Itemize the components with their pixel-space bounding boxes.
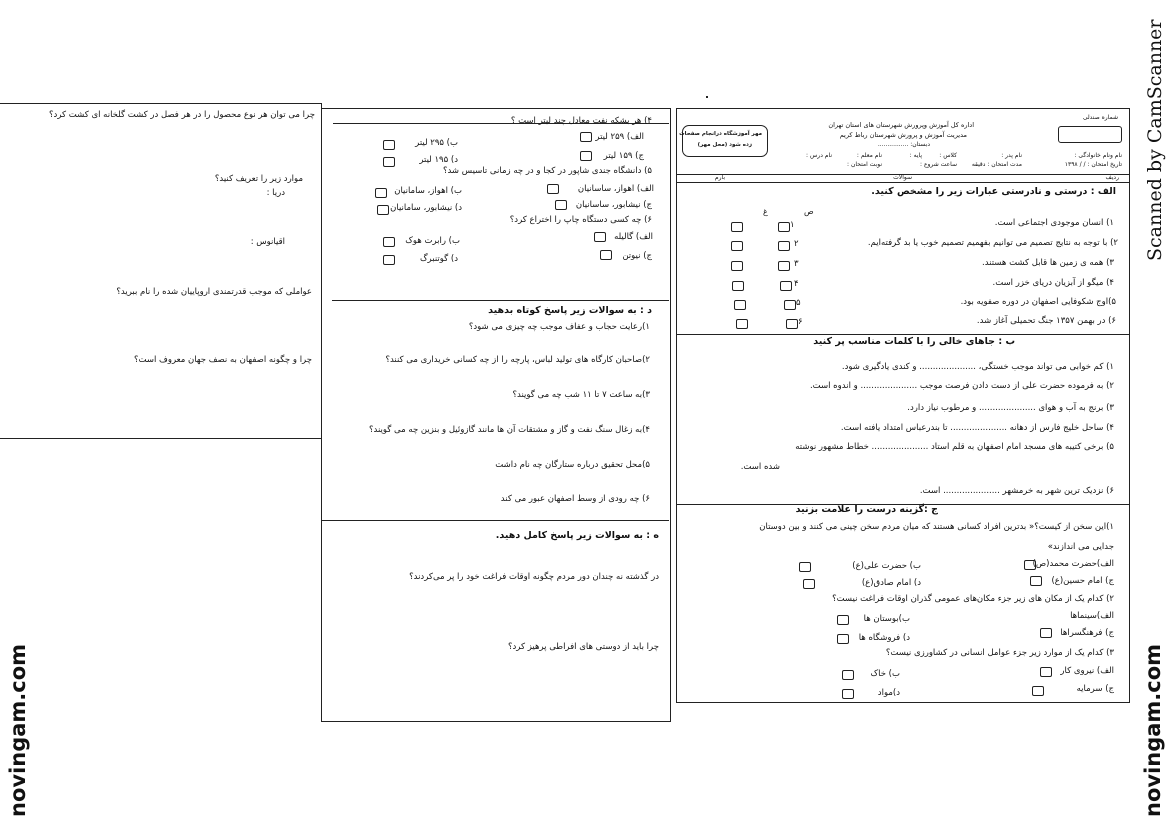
c1-text: ۱)این سخن از کیست؟« بدترین افراد کسانی هستند که میان مردم سخن چینی می کنند و بین دوستان: [759, 522, 1114, 532]
info-start: ساعت شروع :: [920, 161, 957, 168]
c2-opt-d: د) فروشگاه ها: [858, 633, 910, 643]
q6-opt-c: ج) نیوتن: [622, 251, 652, 261]
tf-num-1: ۱: [790, 220, 795, 230]
c3-opt-d: د)مواد: [877, 688, 900, 698]
q5-text: ۵) دانشگاه جندی شاپور در کجا و در چه زمانی تاسیس شد؟: [442, 166, 652, 176]
q6-opt-b: ب) رابرت هوک: [405, 236, 460, 246]
office-line-1: اداره کل آموزش وپرورش شهرستان های استان تهران: [828, 121, 974, 129]
c1-opt-d-checkbox[interactable]: [803, 579, 815, 589]
q4-opt-c-checkbox[interactable]: [580, 151, 592, 161]
office-line-3: دبستان: ................: [877, 141, 930, 148]
tf-num-6: ۶: [798, 317, 803, 327]
c1-opt-b-checkbox[interactable]: [799, 562, 811, 572]
info-turn: نوبت امتحان :: [847, 161, 882, 168]
tf-2-false[interactable]: [731, 241, 743, 251]
c1-opt-c: ج) امام حسین(ع): [1051, 576, 1114, 586]
info-subject: نام درس :: [806, 152, 832, 159]
tf-3-false[interactable]: [731, 261, 743, 271]
tf-1-true[interactable]: [778, 222, 790, 232]
c2-opt-a: الف)سینماها: [1070, 611, 1114, 621]
col-row-header: ردیف: [1105, 174, 1119, 181]
serial-box[interactable]: [1058, 126, 1122, 143]
q4-opt-a-checkbox[interactable]: [580, 132, 592, 142]
tf-num-5: ۵: [796, 298, 801, 308]
c1-text-cont: جدایی می اندازند»: [1047, 542, 1114, 552]
q5-opt-a-checkbox[interactable]: [547, 184, 559, 194]
q4-opt-b-checkbox[interactable]: [383, 140, 395, 150]
section-b-q6: ۶) نزدیک ترین شهر به خرمشهر ..................... است.: [919, 486, 1114, 496]
q6-opt-a-checkbox[interactable]: [594, 232, 606, 242]
sheet3-line-5: عواملی که موجب قدرتمندی اروپاییان شده را نام ببرید؟: [116, 287, 312, 297]
section-a-q2: ۲) با توجه به نتایج تصمیم می توانیم بفهمیم تصمیم خوب یا بد گرفته‌ایم.: [867, 238, 1118, 248]
tf-num-3: ۳: [794, 259, 799, 269]
tf-5-true[interactable]: [784, 300, 796, 310]
stamp-line-2: زده شود (محل مهر): [697, 142, 752, 148]
section-d-q4: ۴)به زغال سنگ نفت و گاز و مشتقات آن ها مانند گازوئیل و بنزین چه می گویند؟: [369, 425, 650, 435]
c2-opt-d-checkbox[interactable]: [837, 634, 849, 644]
section-b-q4: ۴) ساحل خلیج فارس از دهانه ..................... تا بندرعباس امتداد یافته است.: [840, 423, 1114, 433]
watermark-right: novingam.com: [1141, 643, 1165, 817]
c3-opt-b-checkbox[interactable]: [842, 670, 854, 680]
q6-opt-c-checkbox[interactable]: [600, 250, 612, 260]
section-a-q3: ۳) همه ی زمین ها قابل کشت هستند.: [982, 258, 1114, 268]
section-a-q5: ۵)اوج شکوفایی اصفهان در دوره صفویه بود.: [960, 297, 1116, 307]
c3-opt-c-checkbox[interactable]: [1032, 686, 1044, 696]
q5-opt-c: ج) نیشابور، ساسانیان: [575, 200, 652, 210]
q4-opt-b: ب) ۲۹۵ لیتر: [415, 138, 458, 148]
section-a-q6: ۶) در بهمن ۱۳۵۷ جنگ تحمیلی آغاز شد.: [976, 316, 1116, 326]
tf-6-false[interactable]: [736, 319, 748, 329]
tf-3-true[interactable]: [778, 261, 790, 271]
camscanner-watermark: Scanned by CamScanner: [1144, 19, 1166, 261]
section-e-q2: چرا باید از دوستی های افراطی پرهیز کرد؟: [507, 642, 659, 652]
q4-opt-a: الف) ۲۵۹ لیتر: [595, 132, 644, 142]
q5-opt-d: د) نیشابور، سامانیان: [390, 203, 462, 213]
section-d-q1: ۱)رعایت حجاب و عفاف موجب چه چیزی می شود؟: [468, 322, 650, 332]
c1-opt-c-checkbox[interactable]: [1030, 576, 1042, 586]
c3-text: ۳) کدام یک از موارد زیر جزء عوامل انسانی در کشاورزی نیست؟: [885, 648, 1114, 658]
section-b-q3: ۳) برنج به آب و هوای ..................... و مرطوب نیاز دارد.: [907, 403, 1114, 413]
info-fields: [690, 152, 1122, 174]
info-grade: پایه :: [909, 152, 922, 159]
q6-text: ۶) چه کسی دستگاه چاپ را اختراع کرد؟: [509, 215, 652, 225]
c1-opt-b: ب) حضرت علی(ع): [852, 561, 921, 571]
tf-4-true[interactable]: [780, 281, 792, 291]
tf-2-true[interactable]: [778, 241, 790, 251]
section-d-q2: ۲)صاحبان کارگاه های تولید لباس، پارچه را از چه کسانی خریداری می کنند؟: [385, 355, 650, 365]
c1-opt-a-checkbox[interactable]: [1024, 560, 1036, 570]
col-score-header: بارم: [714, 174, 725, 181]
q4-text: ۴) هر بشکه نفت معادل چند لیتر است ؟: [510, 116, 652, 126]
q5-opt-c-checkbox[interactable]: [555, 200, 567, 210]
tf-4-false[interactable]: [732, 281, 744, 291]
sheet3-line-4: اقیانوس :: [250, 237, 285, 247]
col-questions-header: سوالات: [893, 174, 912, 181]
c2-opt-c: ج) فرهنگسراها: [1060, 628, 1114, 638]
q6-opt-d: د) گوتنبرگ: [419, 254, 458, 264]
section-e-title: ه : به سوالات زیر پاسخ کامل دهید.: [495, 530, 659, 541]
info-father: نام پدر :: [1001, 152, 1022, 159]
sheet3-line-6: چرا و چگونه اصفهان به نصف جهان معروف است؟: [134, 355, 312, 365]
serial-label: شماره صندلی: [1082, 114, 1118, 121]
info-teacher: نام معلم :: [856, 152, 882, 159]
section-a-title: الف : درستی و نادرستی عبارات زیر را مشخص کنید.: [871, 186, 1116, 197]
section-d-title: د : به سوالات زیر پاسخ کوتاه بدهید: [488, 305, 652, 316]
c3-opt-a: الف) نیروی کار: [1060, 666, 1114, 676]
tf-answer-grid: [728, 219, 818, 334]
info-class: کلاس :: [939, 152, 957, 159]
q5-opt-b-checkbox[interactable]: [375, 188, 387, 198]
section-d-q6: ۶) چه رودی از وسط اصفهان عبور می کند: [500, 494, 650, 504]
office-line-2: مدیریت آموزش و پرورش شهرستان رباط کریم: [839, 131, 967, 139]
c2-opt-c-checkbox[interactable]: [1040, 628, 1052, 638]
c2-text: ۲) کدام یک از مکان های زیر جزء مکان‌های عمومی گذران اوقات فراغت نیست؟: [832, 594, 1114, 604]
tf-head-true: ص: [804, 207, 814, 216]
section-b-q5: ۵) برخی کتیبه های مسجد امام اصفهان به قلم استاد ..................... خطاط مشهور نوشته: [795, 442, 1114, 452]
q4-opt-d: د) ۱۹۵ لیتر: [419, 155, 458, 165]
sheet3-line-2: موارد زیر را تعریف کنید؟: [214, 174, 303, 184]
c2-opt-b: ب)بوستان ها: [863, 614, 910, 624]
section-b-title: ب : جاهای خالی را با کلمات مناسب پر کنید: [813, 336, 1015, 347]
tf-num-4: ۴: [794, 279, 799, 289]
section-b-q1: ۱) کم خوابی می تواند موجب خستگی، ..................... و کندی یادگیری شود.: [841, 362, 1114, 372]
section-b-q2: ۲) به فرموده حضرت علی از دست دادن فرصت موجب ..................... و اندوه است.: [809, 381, 1114, 391]
sheet3-line-1: چرا می توان هر نوع محصول را در هر فصل در کشت گلخانه ای کشت کرد؟: [49, 110, 315, 120]
q4-opt-d-checkbox[interactable]: [383, 157, 395, 167]
q6-opt-a: الف) گالیله: [614, 232, 653, 242]
info-name: نام ونام خانوادگی :: [1074, 152, 1122, 159]
q5-opt-b: ب) اهواز، سامانیان: [394, 186, 462, 196]
c3-opt-b: ب) خاک: [870, 669, 900, 679]
section-d-q3: ۳)به ساعت ۷ تا ۱۱ شب چه می گویند؟: [512, 390, 650, 400]
tf-num-2: ۲: [794, 239, 799, 249]
c1-opt-d: د) امام صادق(ع): [861, 578, 921, 588]
q6-opt-d-checkbox[interactable]: [383, 255, 395, 265]
section-a-q4: ۴) میگو از آبزیان دریای خزر است.: [992, 278, 1114, 288]
q5-opt-a: الف) اهواز، ساسانیان: [577, 184, 654, 194]
tf-1-false[interactable]: [731, 222, 743, 232]
sheet-left: [0, 103, 322, 439]
info-duration: مدت امتحان : دقیقه: [971, 161, 1022, 168]
section-d-q5: ۵)محل تحقیق درباره ستارگان چه نام داشت: [495, 460, 650, 470]
tf-head-false: غ: [763, 207, 768, 216]
tf-6-true[interactable]: [786, 319, 798, 329]
q5-opt-d-checkbox[interactable]: [377, 205, 389, 215]
section-c-title: ج :گزینه درست را علامت بزنید: [795, 504, 938, 515]
stamp-line-1: مهر آموزشگاه درانجام صفحات: [679, 131, 762, 137]
q6-opt-b-checkbox[interactable]: [383, 237, 395, 247]
c3-opt-a-checkbox[interactable]: [1040, 667, 1052, 677]
section-a-q1: ۱) انسان موجودی اجتماعی است.: [994, 218, 1114, 228]
tf-5-false[interactable]: [734, 300, 746, 310]
c3-opt-c: ج) سرمایه: [1076, 684, 1114, 694]
info-date: تاریخ امتحان : / / ۱۳۹۸: [1064, 161, 1122, 168]
q4-opt-c: ج) ۱۵۹ لیتر: [603, 151, 644, 161]
section-e-q1: در گذشته نه چندان دور مردم چگونه اوقات فراغت خود را پر می‌کردند؟: [409, 572, 659, 582]
c3-opt-d-checkbox[interactable]: [842, 689, 854, 699]
scan-dot: [706, 96, 708, 98]
c2-opt-b-checkbox[interactable]: [837, 615, 849, 625]
c1-opt-a: الف)حضرت محمد(ص): [1032, 559, 1114, 569]
section-b-q5-cont: شده است.: [740, 462, 780, 472]
watermark-left: novingam.com: [6, 643, 30, 817]
sheet3-line-3: دریا :: [266, 188, 285, 198]
